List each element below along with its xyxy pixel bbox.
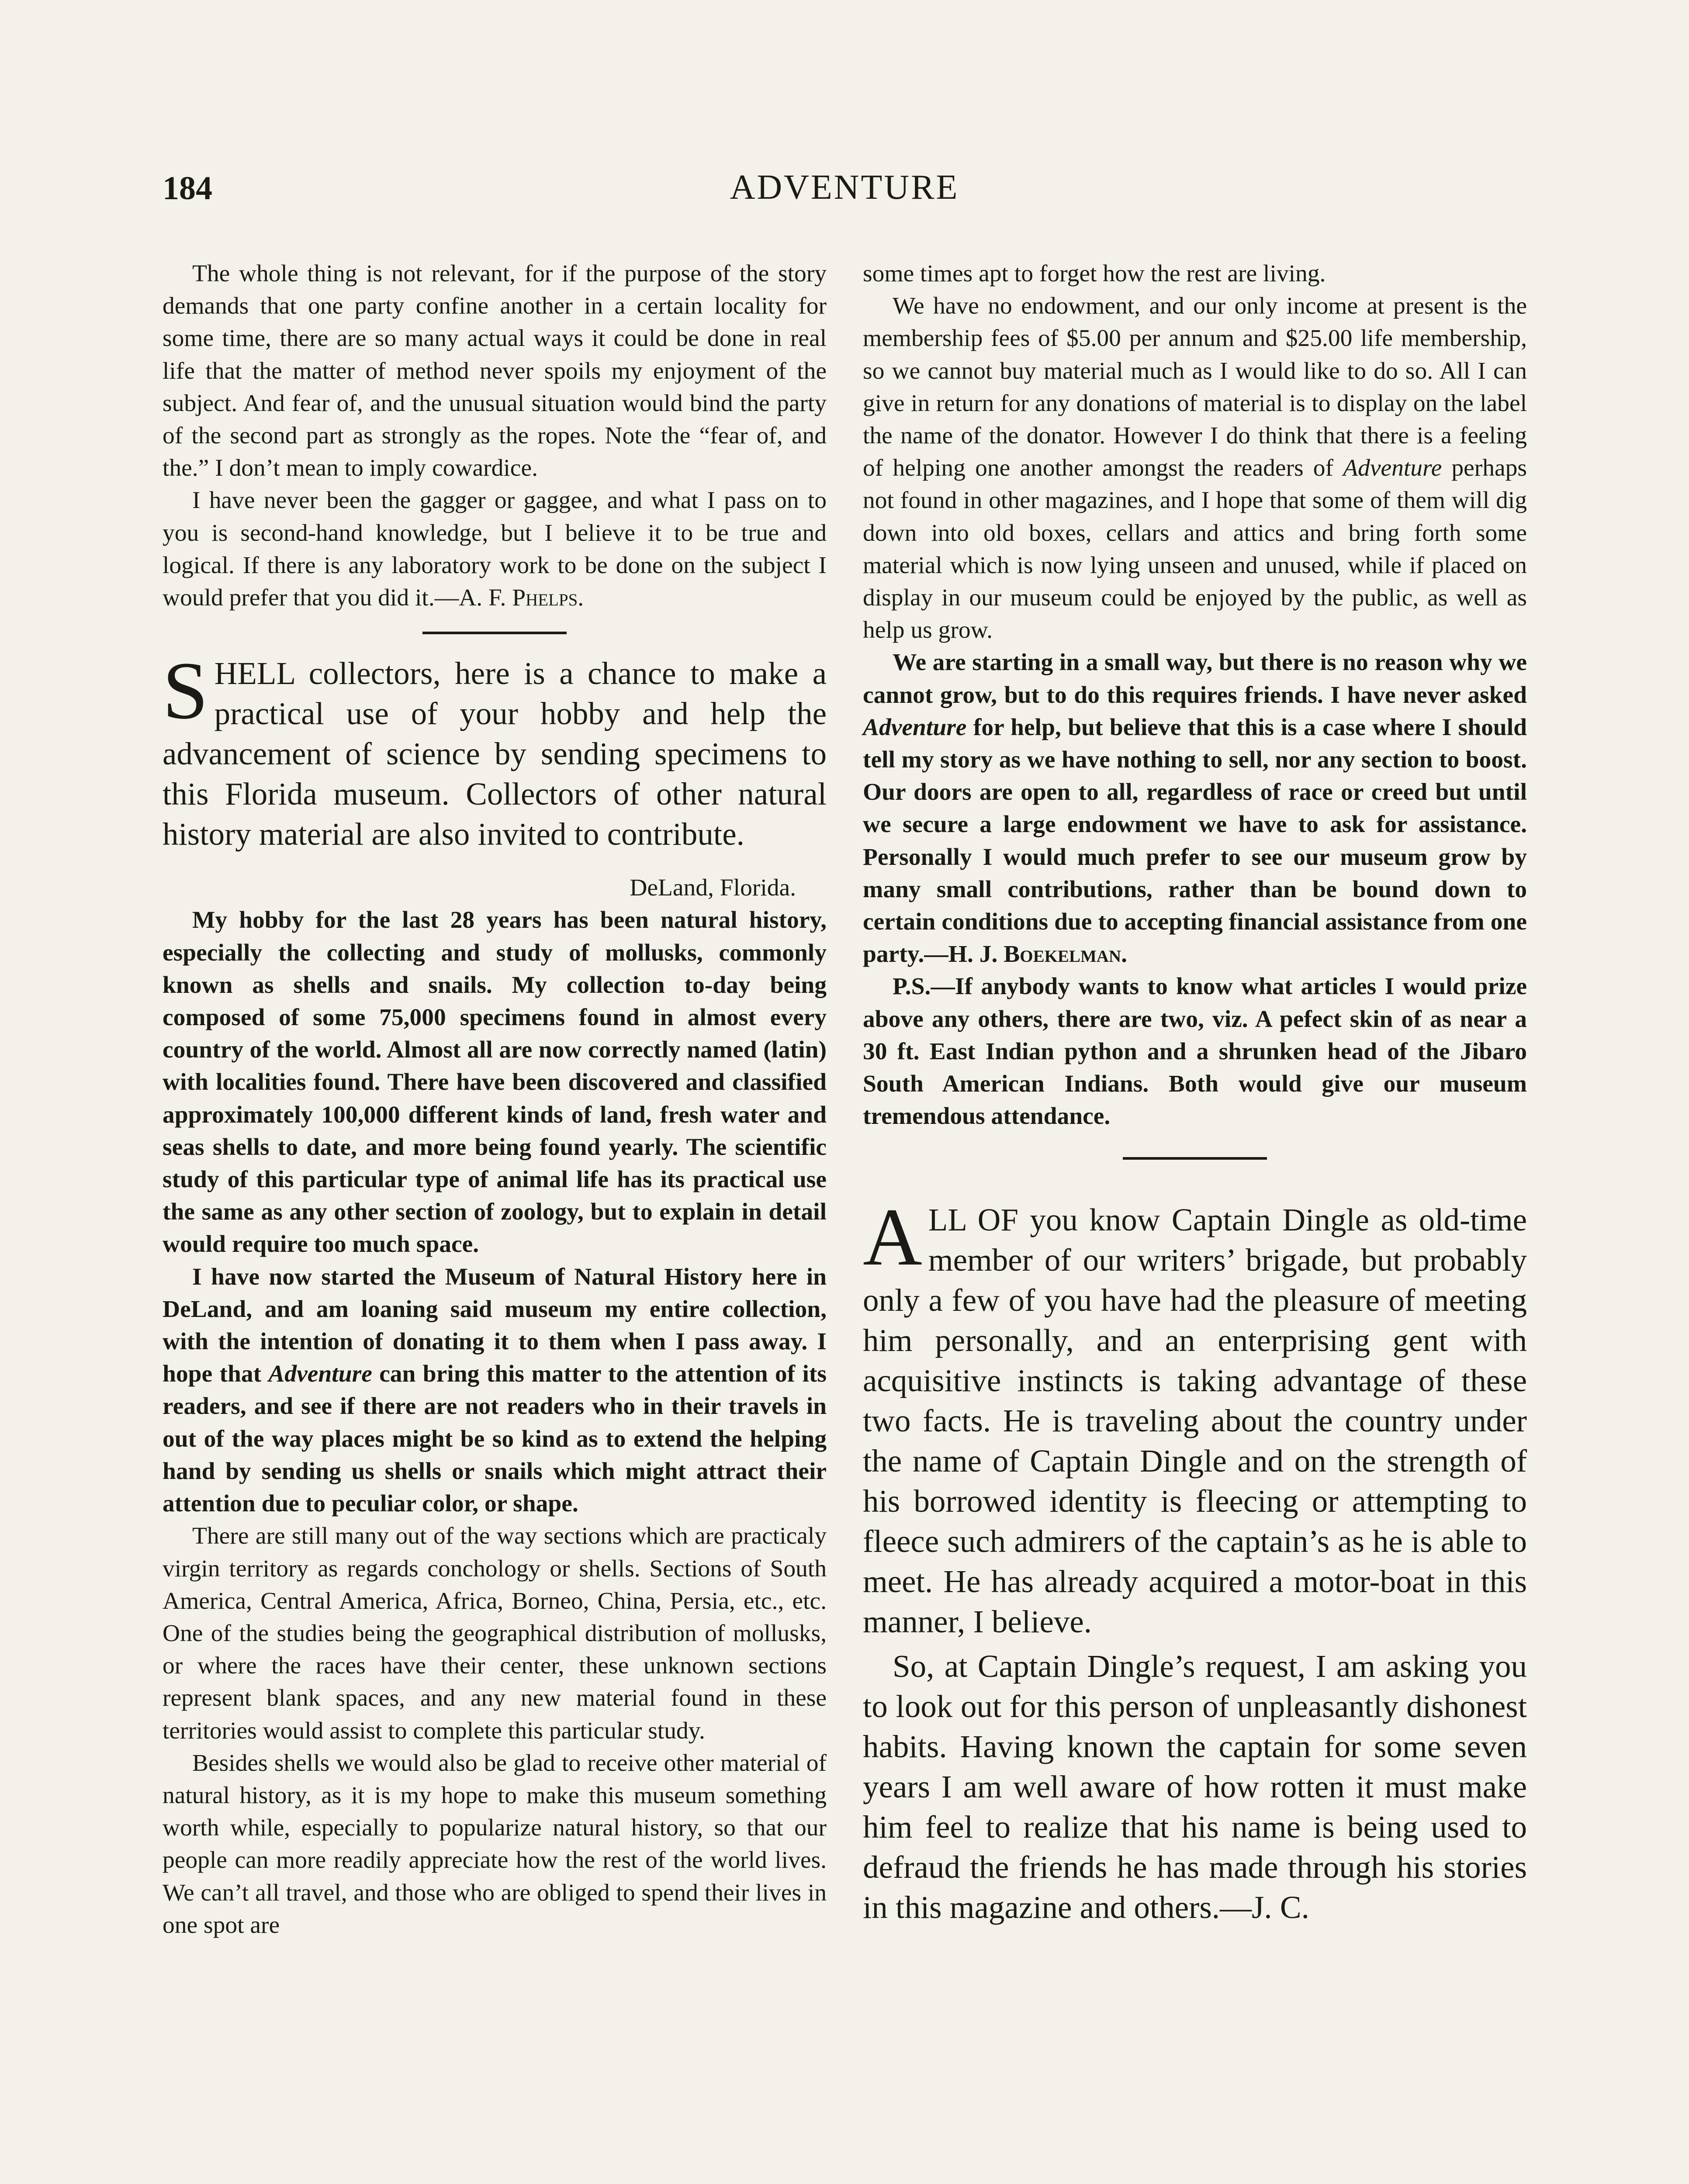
letter-paragraph: We are starting in a small way, but there is no reason why we cannot grow, but to do this requires friends. I have never asked Adventure for help, but believe that this is a case where I should tell my story as we have nothing to sell, nor any section to boost. Our doors are open to all, regardless of race or creed but until we secure a large endowment we have to ask for assistance. Personally I would much prefer to see our museum grow by many small contributions, rather than be bound down to certain conditions due to accepting financial assistance from one party.—H. J. Boekelman.	[863, 649, 1527, 968]
letter-paragraph: P.S.—If anybody wants to know what articles I would prize above any others, there are two, viz. A pefect skin of as near a 30 ft. East Indian python and a shrunken head of the Jibaro South American Indians. Both would give our museum tremendous attendance.	[863, 973, 1527, 1130]
running-header: ADVENTURE	[730, 168, 959, 207]
signature: H. J. Boekelman.	[948, 941, 1127, 968]
editorial-paragraph: So, at Captain Dingle’s request, I am asking you to look out for this person of unpleasantly dishonest habits. Having known the captain for some seven years I am well aware of how rotten it must make him feel to realize that his name is being used to defraud the friends he has made through his stories in this magazine and others.—J. C.	[863, 1648, 1527, 1925]
drop-cap: S	[163, 645, 208, 736]
letter-paragraph: I have now started the Museum of Natural History here in DeLand, and am loaning said museum my entire collection, with the intention of donating it to them when I pass away. I hope that Adventure can bring this matter to the attention of its readers, and see if there are not readers who in their travels in out of the way places might be so kind as to extend the helping hand by sending us shells or snails which might attract their attention due to peculiar color, or shape.	[163, 1263, 827, 1517]
letter-paragraph: We have no endowment, and our only income at present is the membership fees of $5.00 per annum and $25.00 life membership, so we cannot buy material much as I would like to do so. All I can give in return for any donations of material is to display on the label the name of the donator. However I do think that there is a feeling of helping one another amongst the readers of Adventure perhaps not found in other magazines, and I hope that some of them will dig down into old boxes, cellars and attics and bring forth some material which is now lying unseen and unused, while if placed on display in our museum could be enjoyed by the public, as well as help us grow.	[863, 293, 1527, 644]
editorial-paragraph: ALL OF you know Captain Dingle as old-time member of our writers’ brigade, but probably only a few of you have had the pleasure of meeting him personally, and an enterprising gent with acquisitive instincts is taking advantage of these two facts. He is traveling about the country under the name of Captain Dingle and on the strength of his borrowed identity is fleecing or attempting to fleece such admirers of the captain’s as he is able to meet. He has already acquired a motor-boat in this manner, I believe.	[863, 1191, 1527, 1640]
letter-paragraph: I have never been the gagger or gaggee, and what I pass on to you is second-hand knowledge, but I believe it to be true and logical. If there is any laboratory work to be done on the subject I would prefer that you did it.—A. F. Phelps.	[163, 487, 827, 612]
dateline: DeLand, Florida.	[630, 874, 796, 902]
letter-paragraph: My hobby for the last 28 years has been natural history, especially the collecting and study of mollusks, commonly known as shells and snails. My collection to-day being composed of some 75,000 specimens found in almost every country of the world. Almost all are now correctly named (latin) with localities found. There have been discovered and classified approximately 100,000 different kinds of land, fresh water and seas shells to date, and more being found yearly. The scientific study of this particular type of animal life has its practical use the same as any other section of zoology, but to explain in detail would require too much space.	[163, 907, 827, 1258]
page-number: 184	[163, 170, 212, 207]
left-column	[163, 258, 827, 1942]
section-divider	[422, 632, 567, 634]
section-divider	[1123, 1157, 1267, 1160]
drop-cap: A	[863, 1191, 922, 1283]
letter-paragraph: some times apt to forget how the rest are living.	[863, 260, 1326, 287]
intro-paragraph: SHELL collectors, here is a chance to make a practical use of your hobby and help the advancement of science by sending specimens to this Florida museum. Collectors of other natural history material are also invited to contribute.	[163, 645, 827, 852]
signature: A. F. Phelps.	[459, 584, 584, 612]
right-column	[863, 258, 1527, 1928]
letter-paragraph: There are still many out of the way sections which are practicaly virgin territory as regards conchology or shells. Sections of South America, Central America, Africa, Borneo, China, Persia, etc., etc. One of the studies being the geographical distribution of mollusks, or where the races have their center, these unknown sections represent blank spaces, and any new material found in these territories would assist to complete this particular study.	[163, 1523, 827, 1744]
letter-paragraph: The whole thing is not relevant, for if the purpose of the story demands that one party confine another in a certain locality for some time, there are so many actual ways it could be done in real life that the matter of method never spoils my enjoyment of the subject. And fear of, and the unusual situation would bind the party of the second part as strongly as the ropes. Note the “fear of, and the.” I don’t mean to imply cowardice.	[163, 260, 827, 482]
letter-paragraph: Besides shells we would also be glad to receive other material of natural history, as it is my hope to make this museum something worth while, especially to popularize natural history, so that our people can more readily appreciate how the rest of the world lives. We can’t all travel, and those who are obliged to spend their lives in one spot are	[163, 1749, 827, 1939]
